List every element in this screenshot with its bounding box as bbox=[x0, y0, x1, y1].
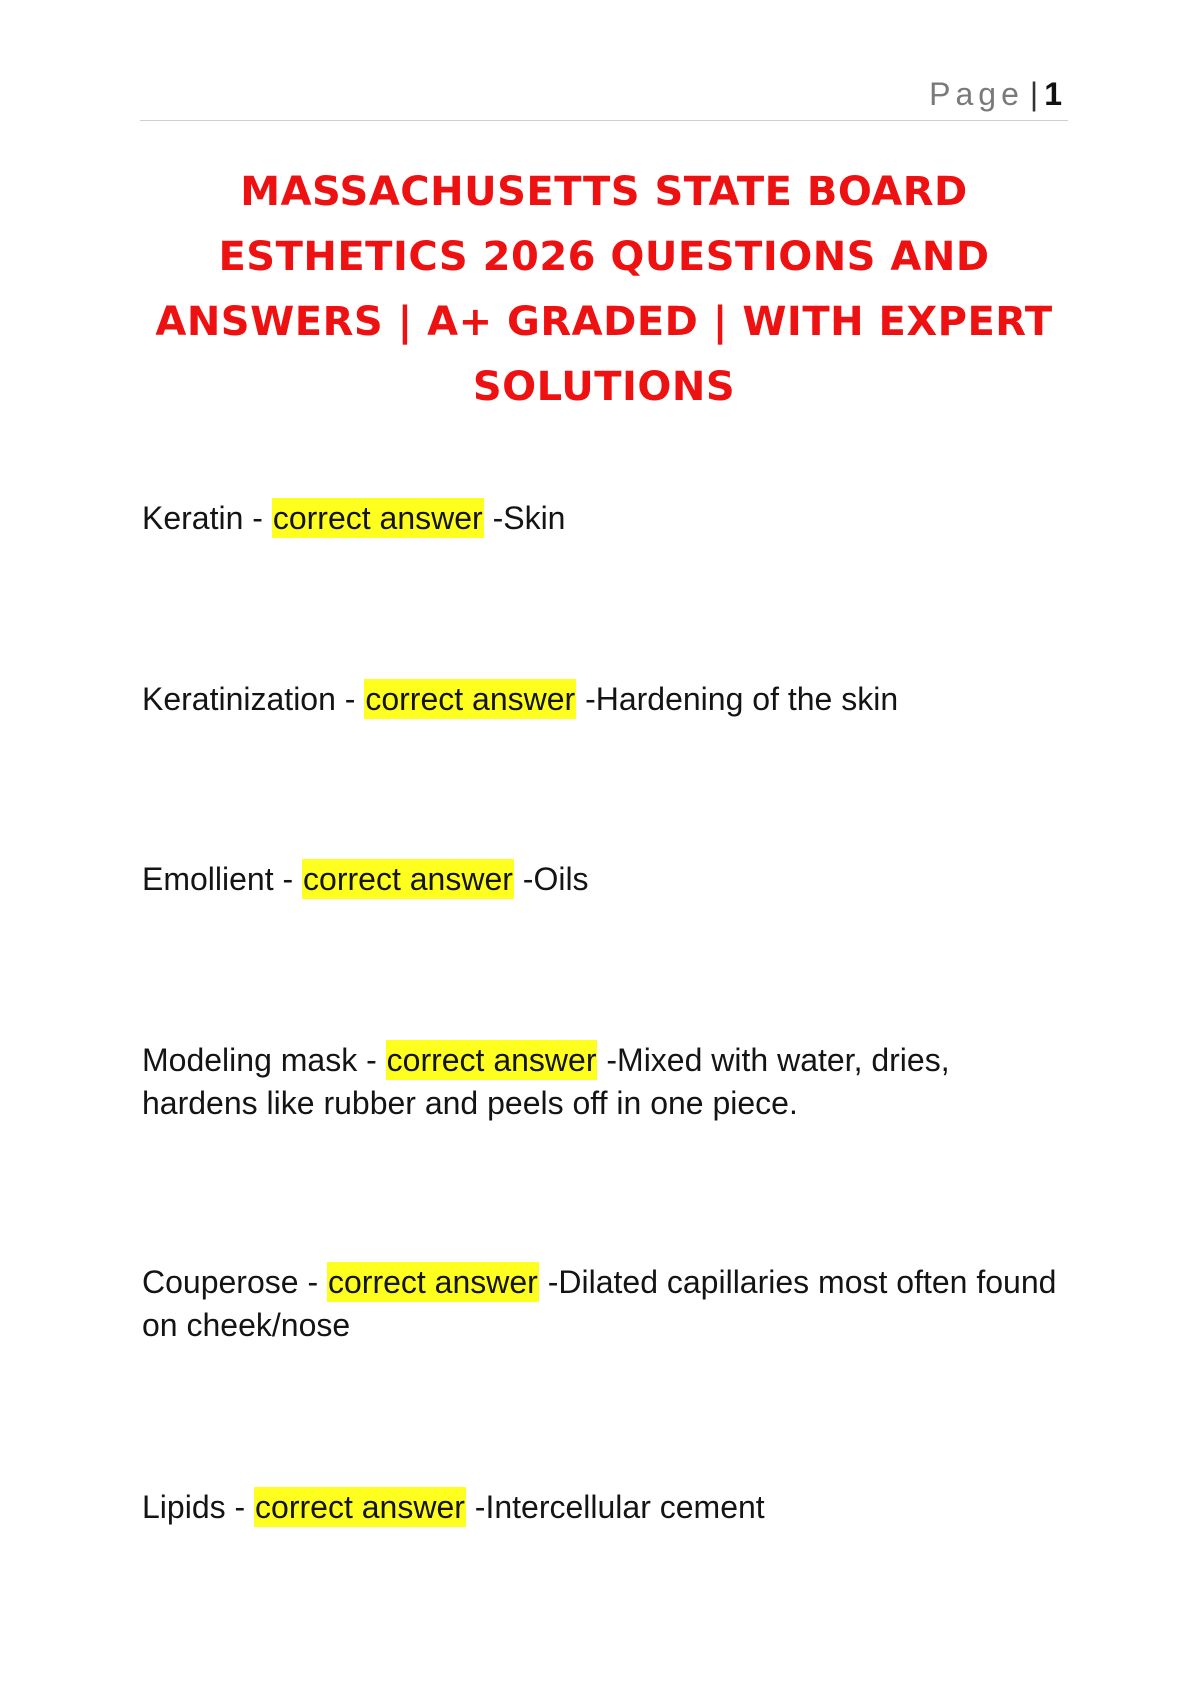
page-number-label bbox=[929, 76, 1062, 112]
answer-prefix: - bbox=[465, 1489, 486, 1525]
qa-item-emollient bbox=[142, 858, 1072, 901]
qa-term: Emollient bbox=[142, 861, 274, 897]
qa-item-keratinization bbox=[142, 678, 1072, 721]
qa-separator: - bbox=[298, 1264, 327, 1300]
qa-answer: Dilated capillaries most often found on cheek/nose bbox=[142, 1264, 1057, 1343]
qa-separator: - bbox=[243, 500, 272, 536]
answer-prefix: - bbox=[538, 1264, 559, 1300]
correct-answer-highlight: correct answer bbox=[303, 861, 513, 897]
qa-answer: Mixed with water, dries, hardens like rubber and peels off in one piece. bbox=[142, 1042, 950, 1121]
correct-answer-highlight: correct answer bbox=[365, 681, 576, 717]
qa-term: Keratin bbox=[142, 500, 244, 536]
correct-answer-highlight: correct answer bbox=[272, 500, 483, 536]
qa-separator: - bbox=[273, 861, 303, 897]
qa-item-couperose bbox=[142, 1261, 1072, 1347]
qa-term: Couperose bbox=[142, 1264, 299, 1300]
document-title: MASSACHUSETTS STATE BOARD ESTHETICS 2026 QUESTIONS AND ANSWERS | A+ GRADED | WITH EXPERT SOLUTIONS bbox=[155, 169, 1053, 410]
qa-term: Keratinization bbox=[142, 681, 336, 717]
correct-answer-highlight: correct answer bbox=[327, 1264, 538, 1300]
qa-answer: Hardening of the skin bbox=[595, 681, 899, 717]
page-header bbox=[140, 70, 1068, 121]
correct-answer-highlight: correct answer bbox=[386, 1042, 597, 1078]
qa-separator: - bbox=[225, 1489, 255, 1525]
answer-prefix: - bbox=[513, 861, 534, 897]
qa-answer: Oils bbox=[533, 861, 589, 897]
qa-separator: - bbox=[335, 681, 365, 717]
page-number: 1 bbox=[1044, 76, 1062, 112]
answer-prefix: - bbox=[597, 1042, 618, 1078]
qa-term: Modeling mask bbox=[142, 1042, 358, 1078]
qa-item-modeling-mask bbox=[142, 1039, 1072, 1125]
page-word: Page bbox=[929, 76, 1024, 112]
page-separator: | bbox=[1029, 76, 1039, 112]
qa-item-lipids bbox=[142, 1486, 1072, 1529]
qa-answer: Intercellular cement bbox=[485, 1489, 765, 1525]
answer-prefix: - bbox=[483, 500, 504, 536]
qa-item-keratin bbox=[142, 497, 1072, 540]
answer-prefix: - bbox=[576, 681, 596, 717]
qa-separator: - bbox=[357, 1042, 386, 1078]
correct-answer-highlight: correct answer bbox=[255, 1489, 465, 1525]
qa-term: Lipids bbox=[142, 1489, 226, 1525]
qa-answer: Skin bbox=[503, 500, 566, 536]
